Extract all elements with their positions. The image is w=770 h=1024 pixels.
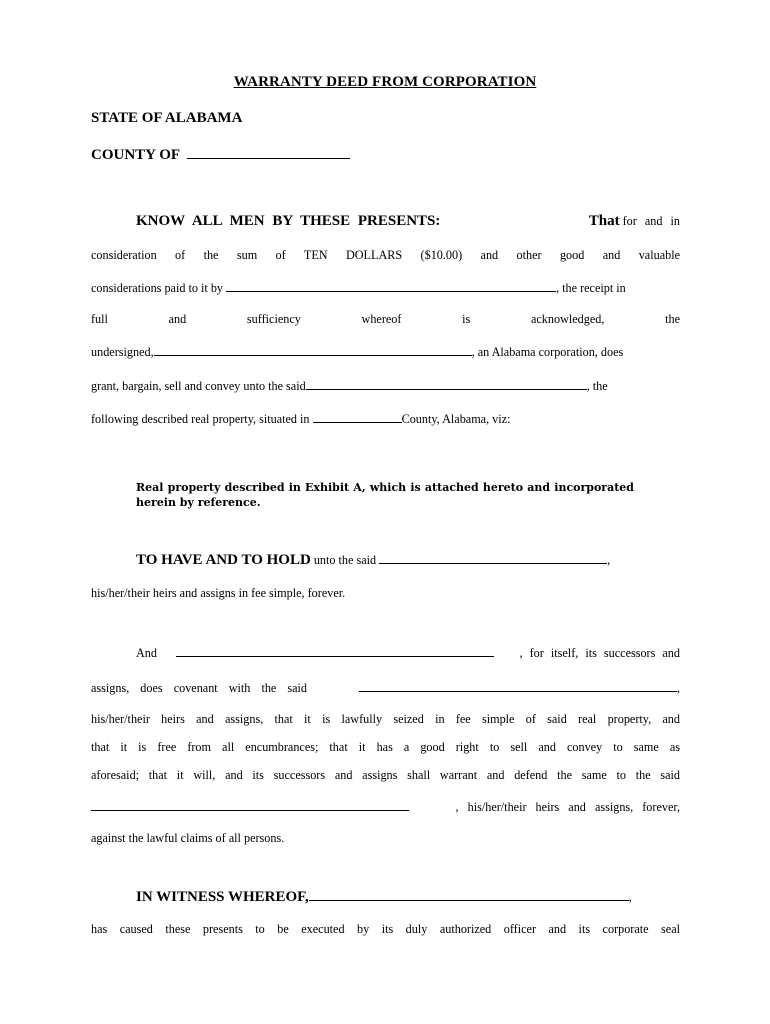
p1-line-4 <box>91 312 680 327</box>
that-word: That <box>588 213 620 229</box>
grantee-blank-2[interactable] <box>306 378 587 390</box>
p3-line-2 <box>91 680 680 695</box>
p3-line-1-b: , for itself, its successors and <box>519 646 680 660</box>
p4-line-2: has caused these presents to be executed by its duly authorized officer and its corporate seal <box>91 922 680 936</box>
county-heading <box>91 145 350 164</box>
p3-line-6-b: , his/her/their heirs and assigns, forever, <box>455 800 680 814</box>
county-blank[interactable] <box>187 145 350 159</box>
p3-line-3: his/her/their heirs and assigns, that it is lawfully seized in fee simple of said real property, and <box>91 712 680 726</box>
p3-line-7: against the lawful claims of all persons. <box>91 831 285 845</box>
grantee-blank-1[interactable] <box>226 280 556 292</box>
grantee-blank-4[interactable] <box>359 680 677 692</box>
p2-line-2: his/her/their heirs and assigns in fee simple, forever. <box>91 586 346 600</box>
state-heading: STATE OF ALABAMA <box>91 110 243 126</box>
to-have-heading: TO HAVE AND TO HOLD <box>136 552 311 568</box>
p1-line-7-a: following described real property, situated in <box>91 412 310 426</box>
know-all-men-heading: KNOW ALL MEN BY THESE PRESENTS: <box>136 213 441 229</box>
p3-line-4: that it is free from all encumbrances; that it has a good right to sell and convey to same as <box>91 740 680 754</box>
p3-line-1-a: And <box>136 646 157 660</box>
grantee-blank-3[interactable] <box>379 552 607 564</box>
word: sufficiency <box>246 312 301 326</box>
corporation-blank-2[interactable] <box>176 645 494 657</box>
p3-line-5: aforesaid; that it will, and its successors and assigns shall warrant and defend the same to the said <box>91 768 680 782</box>
corporation-blank-3[interactable] <box>309 889 629 901</box>
p3-line-6 <box>91 799 680 814</box>
word: the <box>665 312 680 326</box>
p1-line-1-end: for and in <box>622 214 680 228</box>
county-label: COUNTY OF <box>91 147 180 163</box>
p2-line-1 <box>136 552 610 567</box>
in-witness-heading: IN WITNESS WHEREOF, <box>136 889 309 905</box>
p1-line-3-b: , the receipt in <box>556 281 626 295</box>
p2-line-1-a: unto the said <box>313 553 377 567</box>
grantee-blank-5[interactable] <box>91 799 409 811</box>
p1-line-6 <box>91 378 608 393</box>
p1-line-5-b: , an Alabama corporation, does <box>471 345 624 359</box>
corporation-name-blank[interactable] <box>154 344 472 356</box>
p1-line-6-b: , the <box>586 379 608 393</box>
p2-line-1-b: , <box>607 553 611 567</box>
p3-line-2-a: assigns, does covenant with the said <box>91 681 308 695</box>
word: is <box>462 312 471 326</box>
document-title: WARRANTY DEED FROM CORPORATION <box>233 74 537 90</box>
p1-line-3 <box>91 280 626 295</box>
p4-line-1-b: , <box>628 890 632 904</box>
p3-line-1 <box>136 645 680 660</box>
word: whereof <box>361 312 402 326</box>
p1-line-6-a: grant, bargain, sell and convey unto the said <box>91 379 306 393</box>
word: full <box>91 312 108 326</box>
p1-line-7 <box>91 411 510 426</box>
p1-line-1 <box>136 214 680 228</box>
exhibit-reference: Real property described in Exhibit A, which is attached hereto and incorporated herein by reference. <box>136 481 634 509</box>
p1-line-5-a: undersigned, <box>91 345 154 359</box>
county-situated-blank[interactable] <box>313 411 402 423</box>
p1-line-7-b: County, Alabama, viz: <box>401 412 511 426</box>
p4-line-1 <box>136 889 632 904</box>
p1-line-3-a: considerations paid to it by <box>91 281 224 295</box>
p1-line-2: consideration of the sum of TEN DOLLARS ($10.00) and other good and valuable <box>91 248 680 262</box>
word: acknowledged, <box>530 312 605 326</box>
p3-line-2-b: , <box>676 681 680 695</box>
p1-line-5 <box>91 344 623 359</box>
word: and <box>168 312 187 326</box>
